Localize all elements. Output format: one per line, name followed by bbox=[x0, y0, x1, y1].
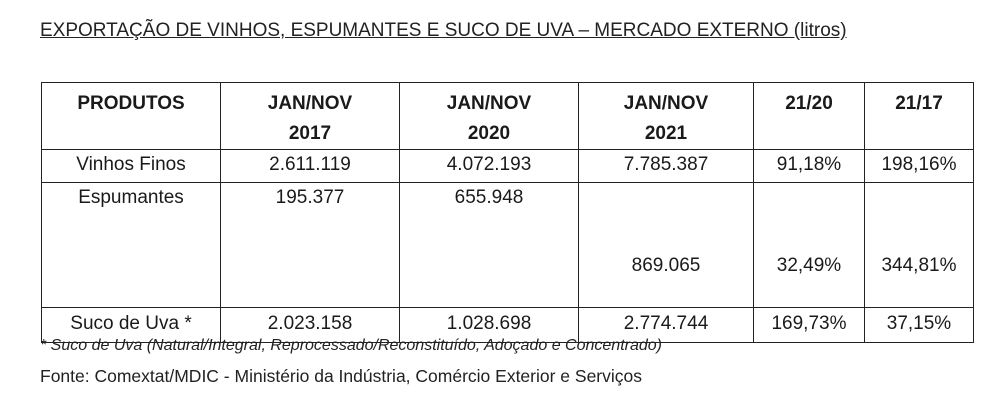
document-title: EXPORTAÇÃO DE VINHOS, ESPUMANTES E SUCO DE UVA – MERCADO EXTERNO (litros) bbox=[40, 20, 847, 41]
cell-21-20: 91,18% bbox=[754, 150, 865, 183]
table-header-row bbox=[42, 83, 974, 150]
source-citation: Fonte: Comextat/MDIC - Ministério da Indústria, Comércio Exterior e Serviços bbox=[40, 366, 642, 386]
export-table bbox=[41, 82, 974, 343]
header-jan-nov-2020: JAN/NOV 2020 bbox=[400, 83, 579, 150]
cell-2017: 2.023.158 bbox=[221, 308, 400, 343]
cell-21-17: 344,81% bbox=[865, 183, 974, 308]
cell-product: Suco de Uva * bbox=[42, 308, 221, 343]
cell-2017: 2.611.119 bbox=[221, 150, 400, 183]
cell-2021: 2.774.744 bbox=[579, 308, 754, 343]
cell-2021: 869.065 bbox=[579, 183, 754, 308]
header-jan-nov-2017: JAN/NOV 2017 bbox=[221, 83, 400, 150]
cell-21-20: 32,49% bbox=[754, 183, 865, 308]
cell-2021: 7.785.387 bbox=[579, 150, 754, 183]
cell-2020: 655.948 bbox=[400, 183, 579, 308]
cell-21-17: 198,16% bbox=[865, 150, 974, 183]
table-row-vinhos-finos bbox=[42, 150, 974, 183]
cell-2020: 4.072.193 bbox=[400, 150, 579, 183]
cell-2020: 1.028.698 bbox=[400, 308, 579, 343]
header-21-20: 21/20 bbox=[754, 83, 865, 150]
cell-product: Vinhos Finos bbox=[42, 150, 221, 183]
cell-21-17: 37,15% bbox=[865, 308, 974, 343]
cell-product: Espumantes bbox=[42, 183, 221, 308]
cell-21-20: 169,73% bbox=[754, 308, 865, 343]
header-jan-nov-2021: JAN/NOV 2021 bbox=[579, 83, 754, 150]
table-row-espumantes bbox=[42, 183, 974, 308]
header-21-17: 21/17 bbox=[865, 83, 974, 150]
footnote: * Suco de Uva (Natural/Integral, Reprocessado/Reconstituído, Adoçado e Concentrado) bbox=[40, 337, 662, 354]
cell-2017: 195.377 bbox=[221, 183, 400, 308]
header-produtos: PRODUTOS bbox=[42, 83, 221, 150]
